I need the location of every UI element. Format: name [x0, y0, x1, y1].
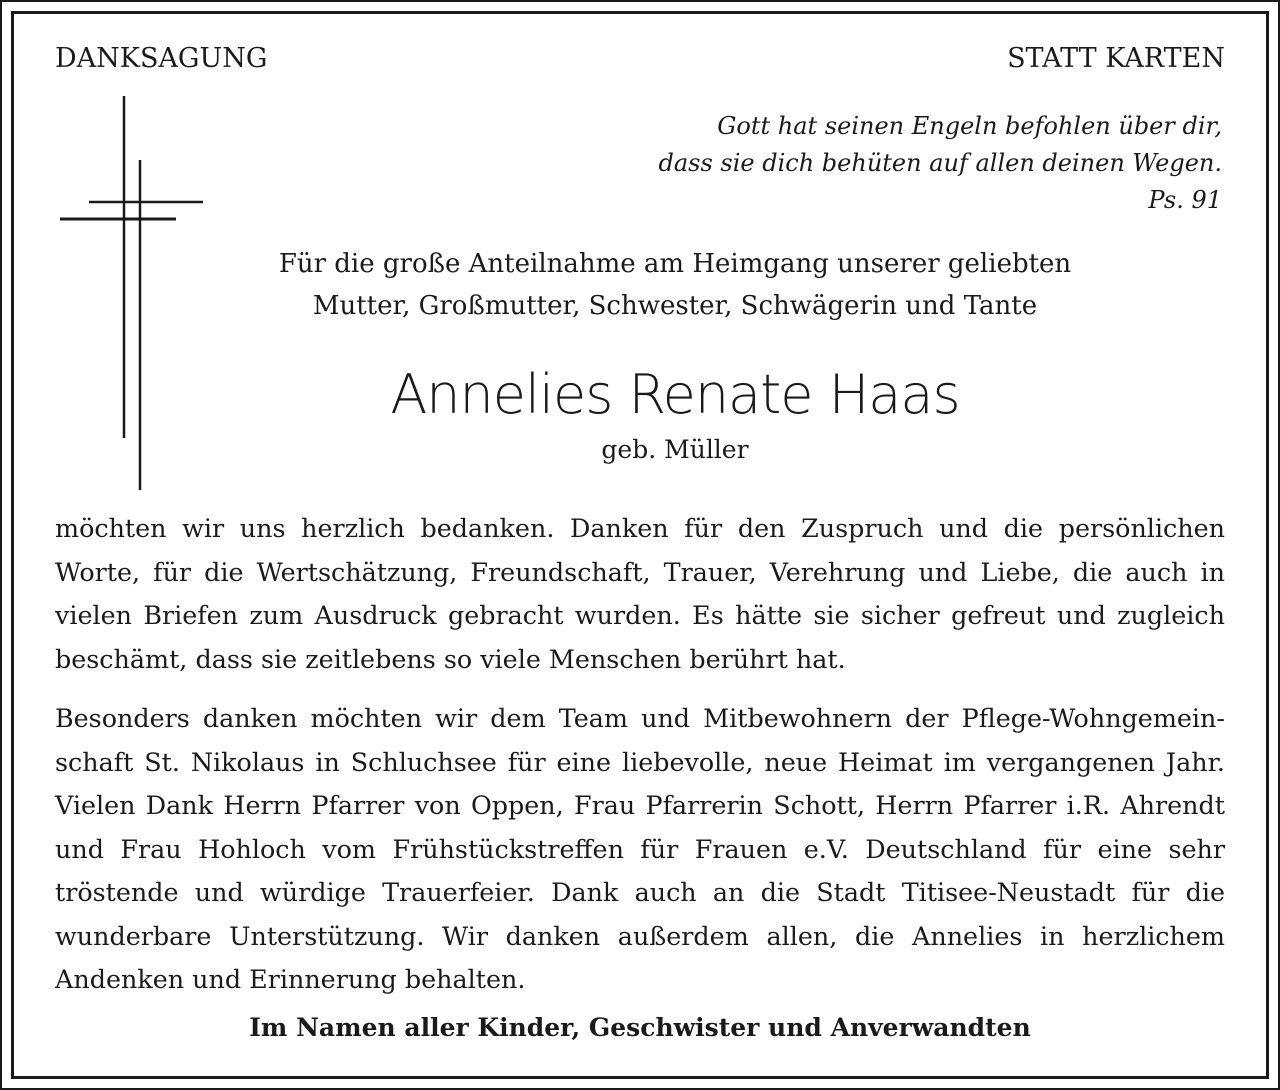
intro-line-2: Mutter, Großmutter, Schwester, Schwägerin und Tante: [312, 291, 1038, 321]
header-danksagung: DANKSAGUNG: [55, 43, 268, 74]
signoff: Im Namen aller Kinder, Geschwister und Anverwandten: [249, 1013, 1031, 1042]
intro-line-1: Für die große Anteilnahme am Heimgang unserer geliebten: [278, 249, 1072, 279]
maiden-name: geb. Müller: [601, 435, 749, 464]
bible-verse: [602, 108, 1222, 219]
verse-line-2: dass sie dich behüten auf allen deinen Wegen.: [658, 149, 1222, 177]
paragraph-line: Besonders danken möchten wir dem Team und Mitbewohnern der Pflege-Wohngemein-: [55, 703, 1225, 733]
paragraph-line: tröstende und würdige Trauerfeier. Dank auch an die Stadt Titisee-Neustadt für die: [55, 877, 1225, 907]
cross-icon: [58, 92, 208, 492]
thanks-paragraph-1: [55, 507, 1225, 681]
paragraph-line: möchten wir uns herzlich bedanken. Danken für den Zuspruch und die persönlichen: [55, 513, 1225, 543]
verse-line-1: Gott hat seinen Engeln befohlen über dir,: [717, 112, 1222, 140]
paragraph-line: schaft St. Nikolaus in Schluchsee für eine liebevolle, neue Heimat im vergangenen Jahr.: [55, 746, 1225, 777]
verse-source: Ps. 91: [1148, 186, 1222, 214]
paragraph-line: Andenken und Erinnerung behalten.: [55, 964, 526, 994]
paragraph-line: wunderbare Unterstützung. Wir danken außerdem allen, die Annelies in herzlichem: [55, 920, 1225, 951]
paragraph-line: beschämt, dass sie zeitlebens so viele Menschen berührt hat.: [55, 643, 846, 674]
thanks-paragraph-2: [55, 697, 1225, 1002]
paragraph-line: und Frau Hohloch vom Frühstückstreffen für Frauen e.V. Deutschland für eine sehr: [55, 833, 1225, 864]
header-statt-karten: STATT KARTEN: [1007, 43, 1225, 74]
paragraph-line: Vielen Dank Herrn Pfarrer von Oppen, Frau Pfarrerin Schott, Herrn Pfarrer i.R. Ahrendt: [55, 790, 1225, 820]
deceased-name: Annelies Renate Haas: [390, 363, 960, 426]
paragraph-line: vielen Briefen zum Ausdruck gebracht wurden. Es hätte sie sicher gefreut und zugleich: [55, 600, 1225, 630]
intro-text: [200, 243, 1150, 327]
paragraph-line: Worte, für die Wertschätzung, Freundschaft, Trauer, Verehrung und Liebe, die auch in: [55, 556, 1225, 587]
